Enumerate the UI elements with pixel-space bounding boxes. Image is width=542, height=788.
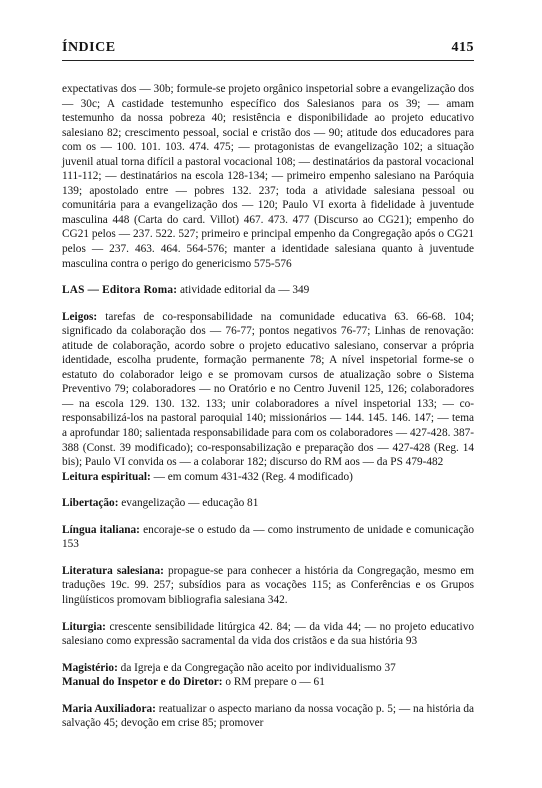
entry-text: crescente sensibilidade litúrgica 42. 84; — da vida 44; — no projeto educativo salesiano como expressão sacramental da vida dos cristãos e da sua história 93 — [62, 620, 474, 648]
index-entry-leitura-espiritual — [62, 470, 474, 485]
entry-text: atividade editorial da — 349 — [180, 284, 310, 297]
entry-text: propague-se para conhecer a história da Congregação, mesmo em traduções 19c. 99. 257; subsídios para as vocações 115; as Conferências e os Grupos lingüísticos promovam bibliografia salesiana 342. — [62, 564, 474, 606]
index-entry-leigos — [62, 310, 474, 470]
entry-text: da Igreja e da Congregação não aceito por individualismo 37 — [120, 661, 396, 674]
index-content — [62, 82, 474, 743]
entry-term: Leitura espiritual: — [62, 470, 151, 483]
entry-term: Maria Auxiliadora: — [62, 702, 156, 715]
entry-term: Literatura salesiana: — [62, 564, 164, 577]
entry-term: Manual do Inspetor e do Diretor: — [62, 676, 223, 689]
entry-text: tarefas de co-responsabilidade na comunidade educativa 63. 66-68. 104; significado da colaboração dos — 76-77; pontos negativos 76-77; Linhas de renovação: atitude de colaboração, acordo sobre o projeto educativo salesiano, conservar a própria identidade, escolha prudente, formação permanente 78; A nível inspetorial forme-se o estatuto do colaborador leigo e se promovam cursos de atualização sobre o Sistema Preventivo 79; colaboradores — no Oratório e no Centro Juvenil 125, 126; colaboradores — na escola 129. 130. 132. 133; unir colaboradores a nível inspetorial 133; — co-responsabilizá-los na pastoral paroquial 140; missionários — 144. 145. 146. 147; — tema a aprofundar 180; salientada responsabilidade para com os colaboradores — 427-428. 387-388 (Const. 39 modificado); co-responsabilização e preparação dos — 427-428 (Reg. 14 bis); Paulo VI convida os — a colaborar 182; discurso do RM aos — da PS 479-482 — [62, 310, 474, 469]
entry-term: Liturgia: — [62, 620, 106, 633]
index-entry-magisterio — [62, 661, 474, 676]
entry-text: encoraje-se o estudo da — como instrumento de unidade e comunicação 153 — [62, 523, 475, 551]
entry-term: LAS — Editora Roma: — [62, 284, 178, 297]
page-header — [62, 40, 474, 56]
entry-text: reatualizar o aspecto mariano da nossa vocação p. 5; — na história da salvação 45; devoção em crise 85; promover — [62, 702, 475, 730]
entry-term: Libertação: — [62, 497, 119, 510]
entry-term: Magistério: — [62, 661, 118, 674]
index-entry-las — [62, 283, 474, 298]
index-entry-libertacao — [62, 496, 474, 511]
index-entry-liturgia — [62, 620, 474, 649]
header-title: ÍNDICE — [62, 40, 116, 55]
entry-text: — em comum 431-432 (Reg. 4 modificado) — [153, 470, 353, 483]
header-rule — [62, 60, 474, 61]
index-entry-maria-auxiliadora — [62, 702, 474, 731]
index-entry-literatura-salesiana — [62, 564, 474, 608]
entry-text: o RM prepare o — 61 — [225, 676, 325, 689]
index-entry-lingua-italiana — [62, 523, 474, 552]
entry-term: Língua italiana: — [62, 523, 140, 536]
entry-text: expectativas dos — 30b; formule-se projeto orgânico inspetorial sobre a evangelização dos — 30c; A castidade testemunho específico dos Salesianos para os 39; — amam testemunho da nossa pobreza 40; resistência e disponibilidade ao projeto educativo salesiano 82; crescimento pessoal, social e cristão dos — 90; atitude dos educadores para com os — 100. 101. 103. 474. 475; — protagonistas de evangelização 102; a situação juvenil atual torna difícil a pastoral vocacional 108; — destinatários da pastoral vocacional 111-112; — destinatários na escola 128-134; — primeiro empenho salesiano na Paróquia 139; apostolado entre — pobres 132. 237; toda a atividade salesiana pessoal ou comunitária para a evangelização dos — 120; Paulo VI exorta à fidelidade à juventude masculina 448 (Carta do card. Villot) 467. 473. 477 (Discurso ao CG21); empenho do CG21 pelos — 237. 522. 527; primeiro e principal empenho da Congregação após o CG21 pelos — 237. 463. 464. 564-576; manter a identidade salesiana quanto à juventude masculina contra o perigo do genericismo 575-576 — [62, 83, 474, 270]
index-entry-juventude-continued — [62, 82, 474, 271]
page-number: 415 — [451, 40, 474, 55]
index-entry-manual — [62, 675, 474, 690]
entry-text: evangelização — educação 81 — [121, 497, 259, 510]
entry-term: Leigos: — [62, 310, 98, 323]
